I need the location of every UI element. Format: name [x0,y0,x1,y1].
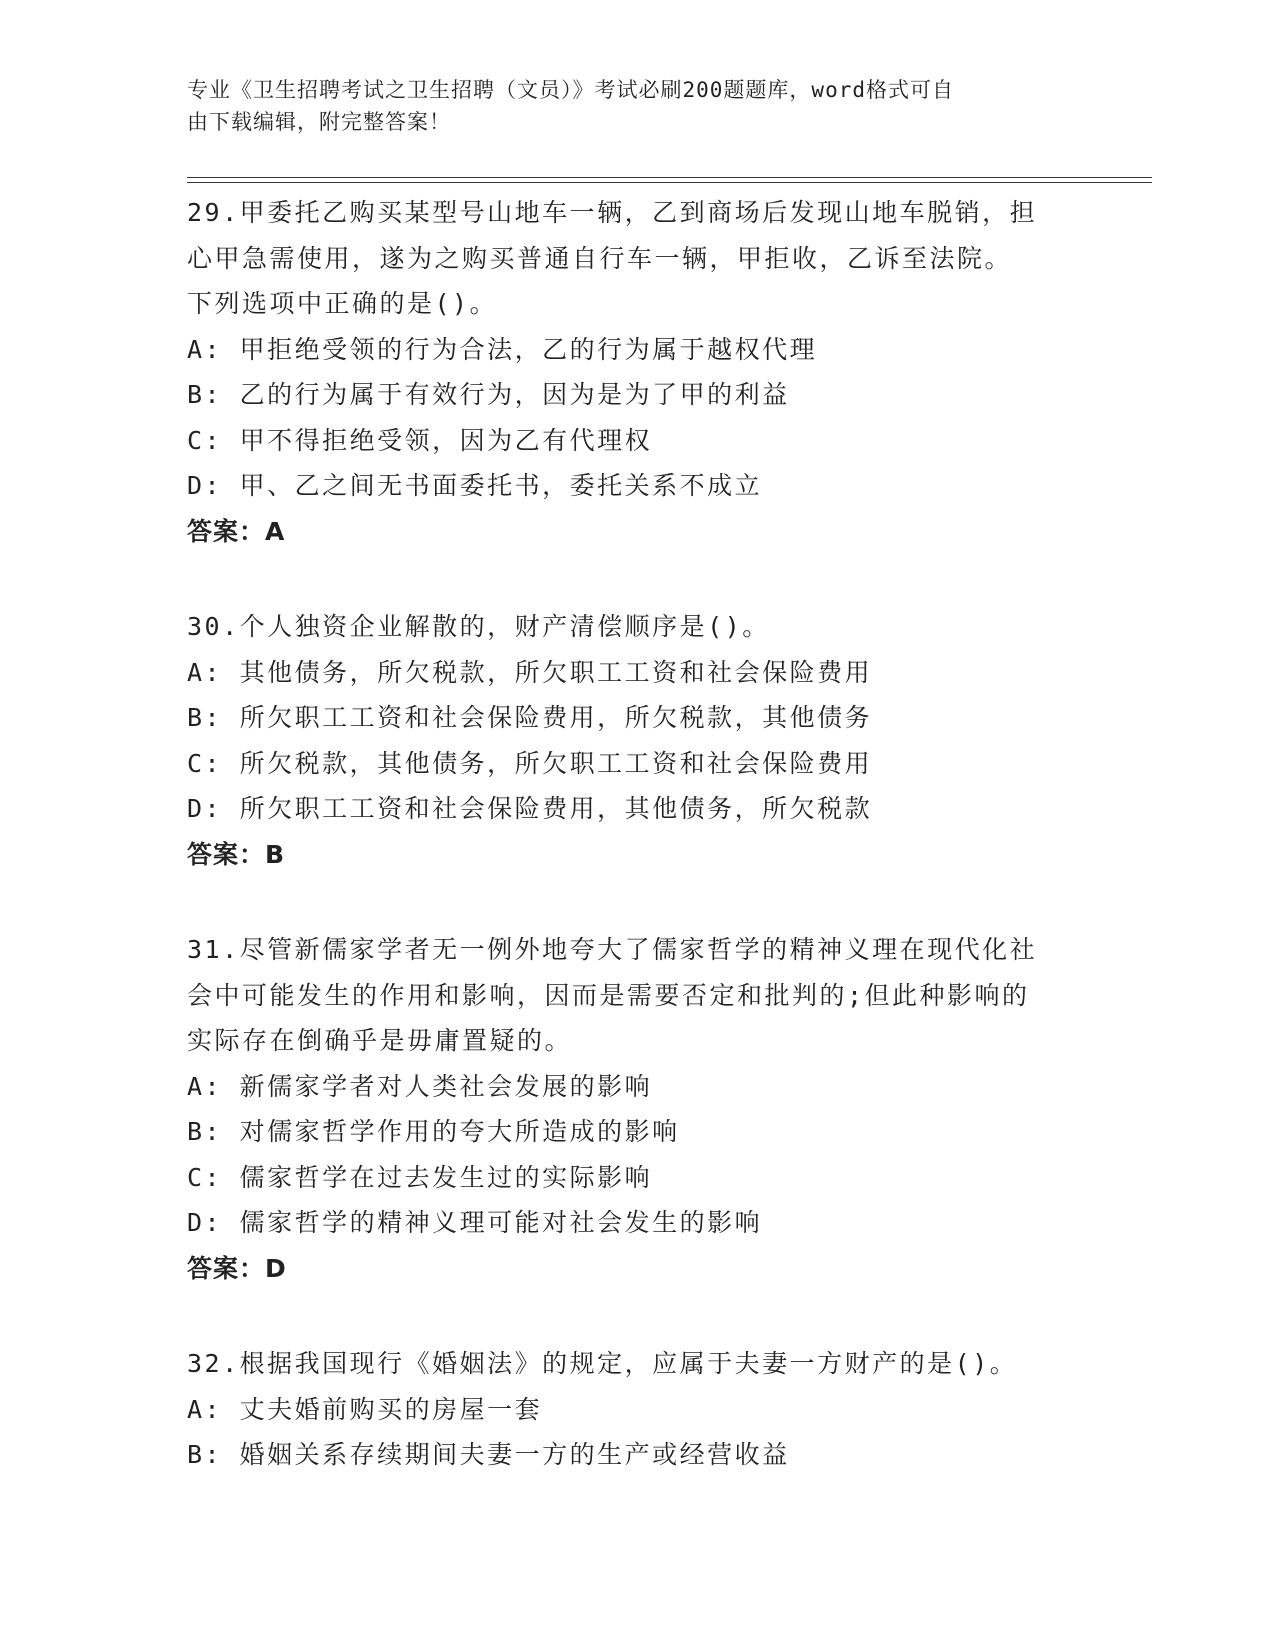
question-stem-line: 下列选项中正确的是()。 [187,289,498,318]
answer-label: 答案：D [187,1253,287,1283]
option-a: A: 丈夫婚前购买的房屋一套 [187,1394,543,1424]
option-a: A: 其他债务，所欠税款，所欠职工工资和社会保险费用 [187,657,873,687]
option-d: D: 儒家哲学的精神义理可能对社会发生的影响 [187,1208,763,1237]
question-stem-line: 29.甲委托乙购买某型号山地车一辆，乙到商场后发现山地车脱销，担 [187,198,1038,227]
question-stem-line: 实际存在倒确乎是毋庸置疑的。 [187,1026,573,1055]
answer-label: 答案：A [187,516,286,546]
question-list [187,190,1087,1528]
header-divider-bottom [187,182,1152,183]
question-30 [187,604,1087,877]
question-31 [187,927,1087,1291]
question-29 [187,190,1087,554]
question-stem-line: 30.个人独资企业解散的，财产清偿顺序是()。 [187,612,770,641]
option-b: B: 对儒家哲学作用的夸大所造成的影响 [187,1117,680,1146]
option-c: C: 甲不得拒绝受领，因为乙有代理权 [187,425,653,455]
option-b: B: 乙的行为属于有效行为，因为是为了甲的利益 [187,380,790,409]
question-stem-line: 32.根据我国现行《婚姻法》的规定，应属于夫妻一方财产的是()。 [187,1349,1018,1378]
option-a: A: 新儒家学者对人类社会发展的影响 [187,1071,653,1101]
header-title-line-1: 专业《卫生招聘考试之卫生招聘（文员）》考试必刷200题题库，word格式可自 [187,78,954,102]
header-divider-top [187,177,1152,178]
option-d: D: 甲、乙之间无书面委托书，委托关系不成立 [187,471,763,500]
header-title-line-2: 由下载编辑，附完整答案！ [187,110,451,134]
option-b: B: 所欠职工工资和社会保险费用，所欠税款，其他债务 [187,703,873,732]
option-b: B: 婚姻关系存续期间夫妻一方的生产或经营收益 [187,1440,790,1469]
option-c: C: 儒家哲学在过去发生过的实际影响 [187,1162,653,1192]
question-32 [187,1341,1087,1478]
option-a: A: 甲拒绝受领的行为合法，乙的行为属于越权代理 [187,334,818,364]
answer-label: 答案：B [187,839,286,869]
question-stem-line: 会中可能发生的作用和影响，因而是需要否定和批判的;但此种影响的 [187,980,1030,1010]
option-c: C: 所欠税款，其他债务，所欠职工工资和社会保险费用 [187,748,873,778]
document-header [187,74,1067,138]
option-d: D: 所欠职工工资和社会保险费用，其他债务，所欠税款 [187,794,873,823]
question-stem-line: 31.尽管新儒家学者无一例外地夸大了儒家哲学的精神义理在现代化社 [187,935,1038,964]
question-stem-line: 心甲急需使用，遂为之购买普通自行车一辆，甲拒收，乙诉至法院。 [187,243,1013,273]
